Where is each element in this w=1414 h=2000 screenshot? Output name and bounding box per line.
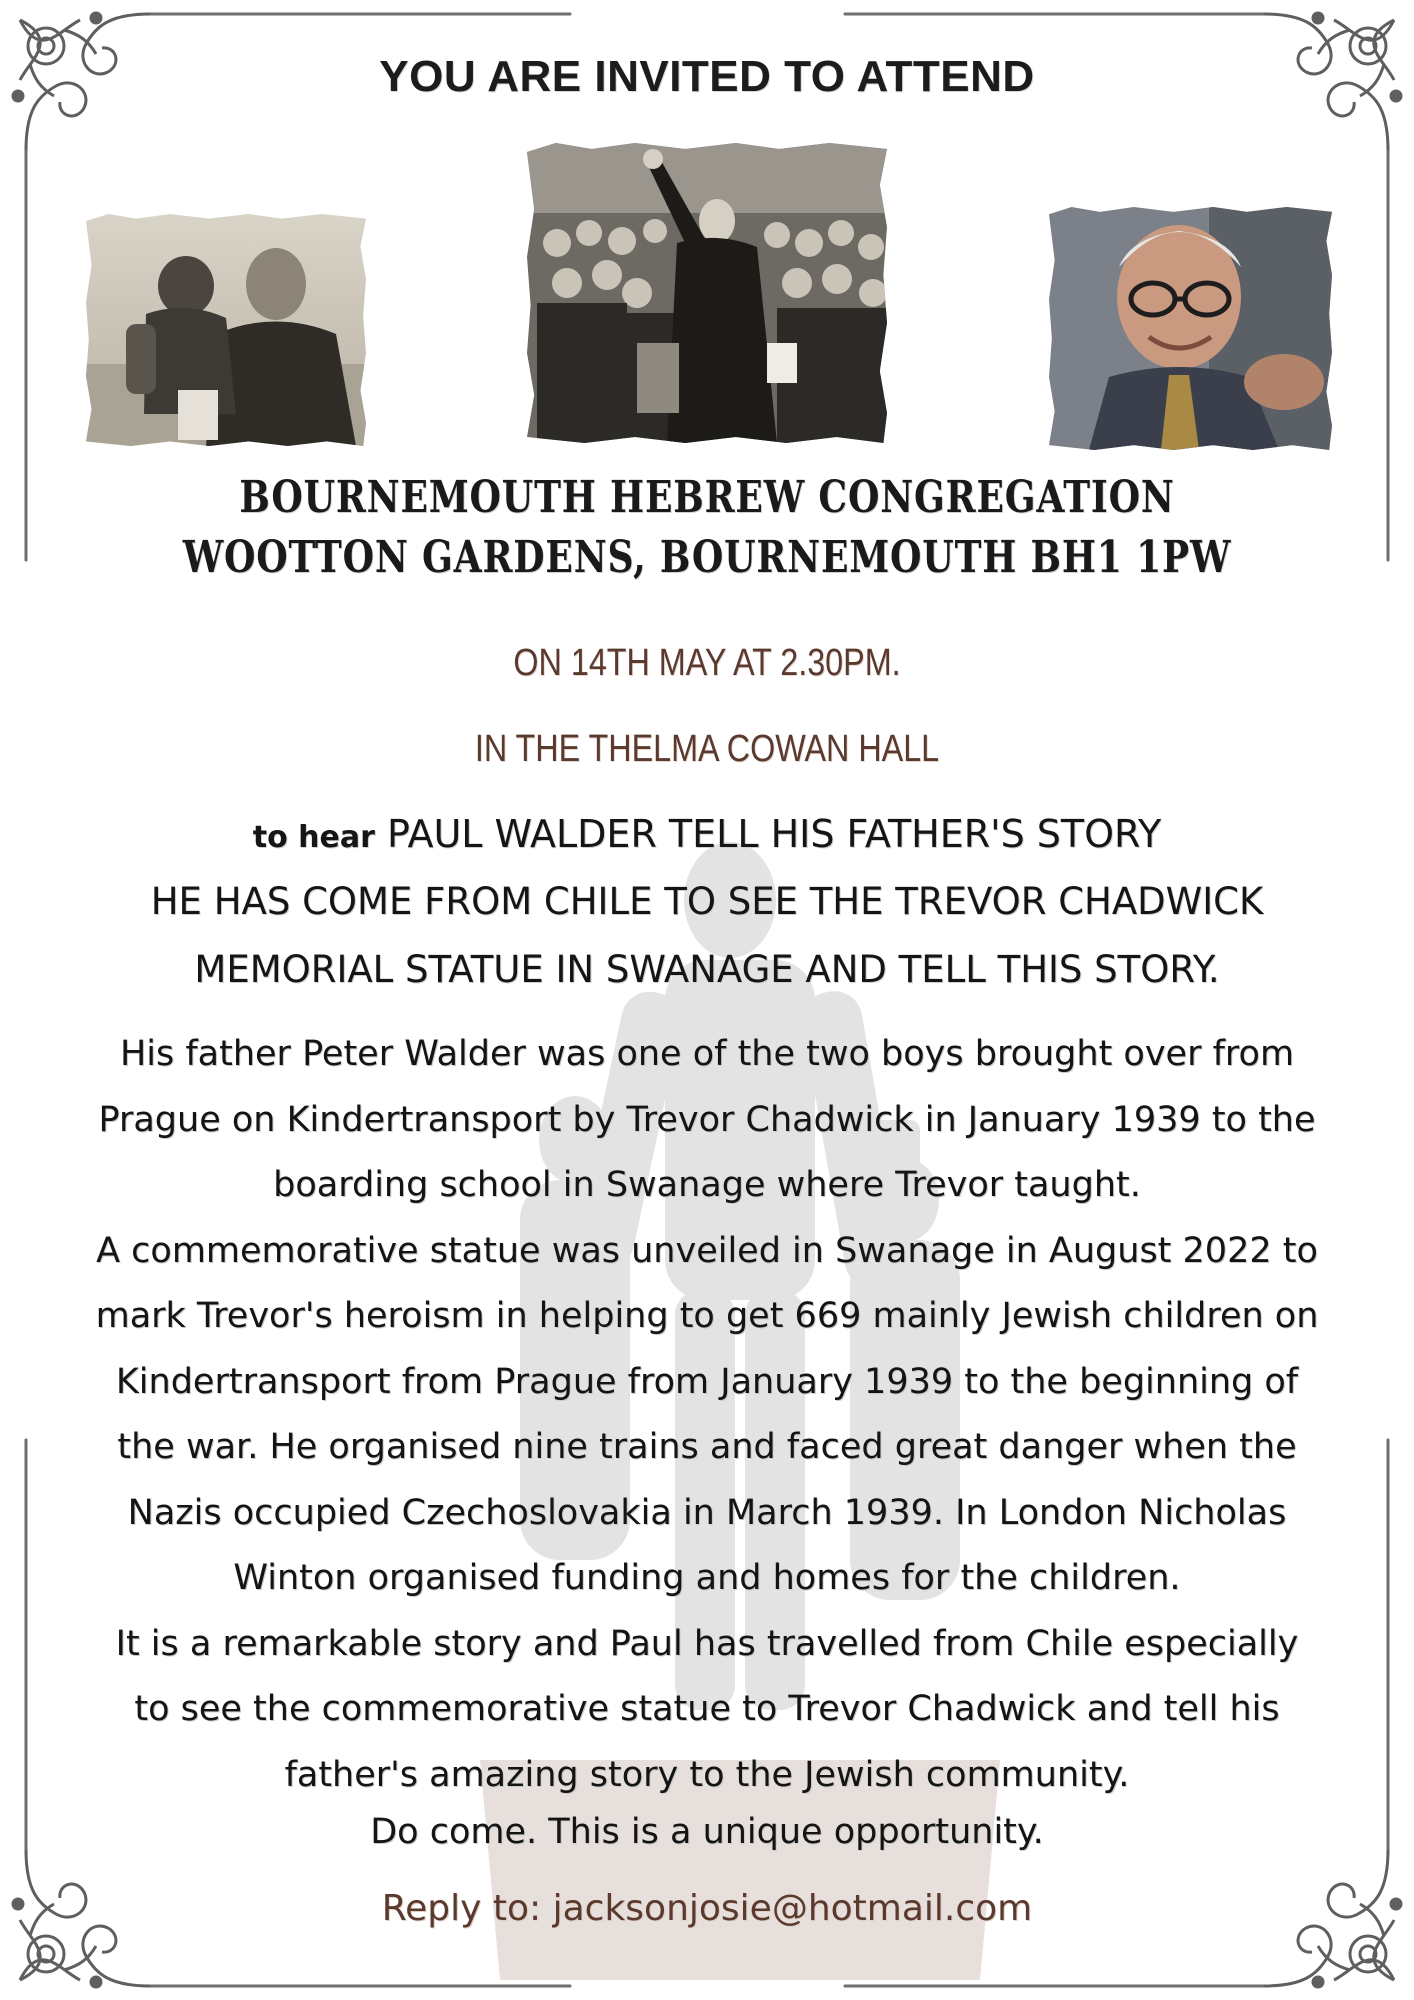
invitation-heading: YOU ARE INVITED TO ATTEND	[379, 52, 1035, 101]
story-line: It is a remarkable story and Paul has travelled from Chile especially	[115, 1623, 1299, 1664]
story-line: A commemorative statue was unveiled in Swanage in August 2022 to	[96, 1230, 1318, 1271]
speaker-name-line: PAUL WALDER TELL HIS FATHER'S STORY	[386, 812, 1162, 856]
story-line: Prague on Kindertransport by Trevor Chadwick in January 1939 to the	[98, 1099, 1316, 1140]
story-line: Winton organised funding and homes for the children.	[233, 1558, 1181, 1598]
travel-line-2: MEMORIAL STATUE IN SWANAGE AND TELL THIS STORY.	[194, 948, 1220, 991]
story-line: Nazis occupied Czechoslovakia in March 1939. In London Nicholas	[127, 1492, 1287, 1533]
photo-crowd-of-children	[527, 143, 887, 443]
photo-man-holding-child	[86, 214, 366, 446]
speaker-line	[0, 812, 1414, 856]
event-date-time: ON 14TH MAY AT 2.30PM.	[513, 642, 901, 684]
speaker-prefix: to hear	[252, 820, 375, 855]
story-line: to see the commemorative statue to Trevor Chadwick and tell his	[134, 1689, 1280, 1729]
venue-address: WOOTTON GARDENS, BOURNEMOUTH BH1 1PW	[182, 532, 1232, 583]
reply-email-line[interactable]: Reply to: jacksonjosie@hotmail.com	[381, 1888, 1033, 1929]
closing-line: Do come. This is a unique opportunity.	[370, 1812, 1044, 1852]
travel-line-1: HE HAS COME FROM CHILE TO SEE THE TREVOR CHADWICK	[150, 880, 1264, 923]
event-hall: IN THE THELMA COWAN HALL	[474, 728, 940, 770]
venue-name: BOURNEMOUTH HEBREW CONGREGATION	[239, 472, 1175, 523]
story-line: the war. He organised nine trains and faced great danger when the	[117, 1427, 1297, 1467]
story-line: father's amazing story to the Jewish community.	[284, 1754, 1130, 1795]
story-paragraph	[40, 1022, 1374, 1808]
photo-elderly-man-smiling	[1049, 207, 1332, 450]
story-line: boarding school in Swanage where Trevor taught.	[273, 1165, 1141, 1205]
story-line: Kindertransport from Prague from January 1939 to the beginning of	[115, 1361, 1299, 1402]
story-line: mark Trevor's heroism in helping to get 669 mainly Jewish children on	[95, 1296, 1319, 1336]
story-line: His father Peter Walder was one of the two boys brought over from	[119, 1034, 1295, 1074]
